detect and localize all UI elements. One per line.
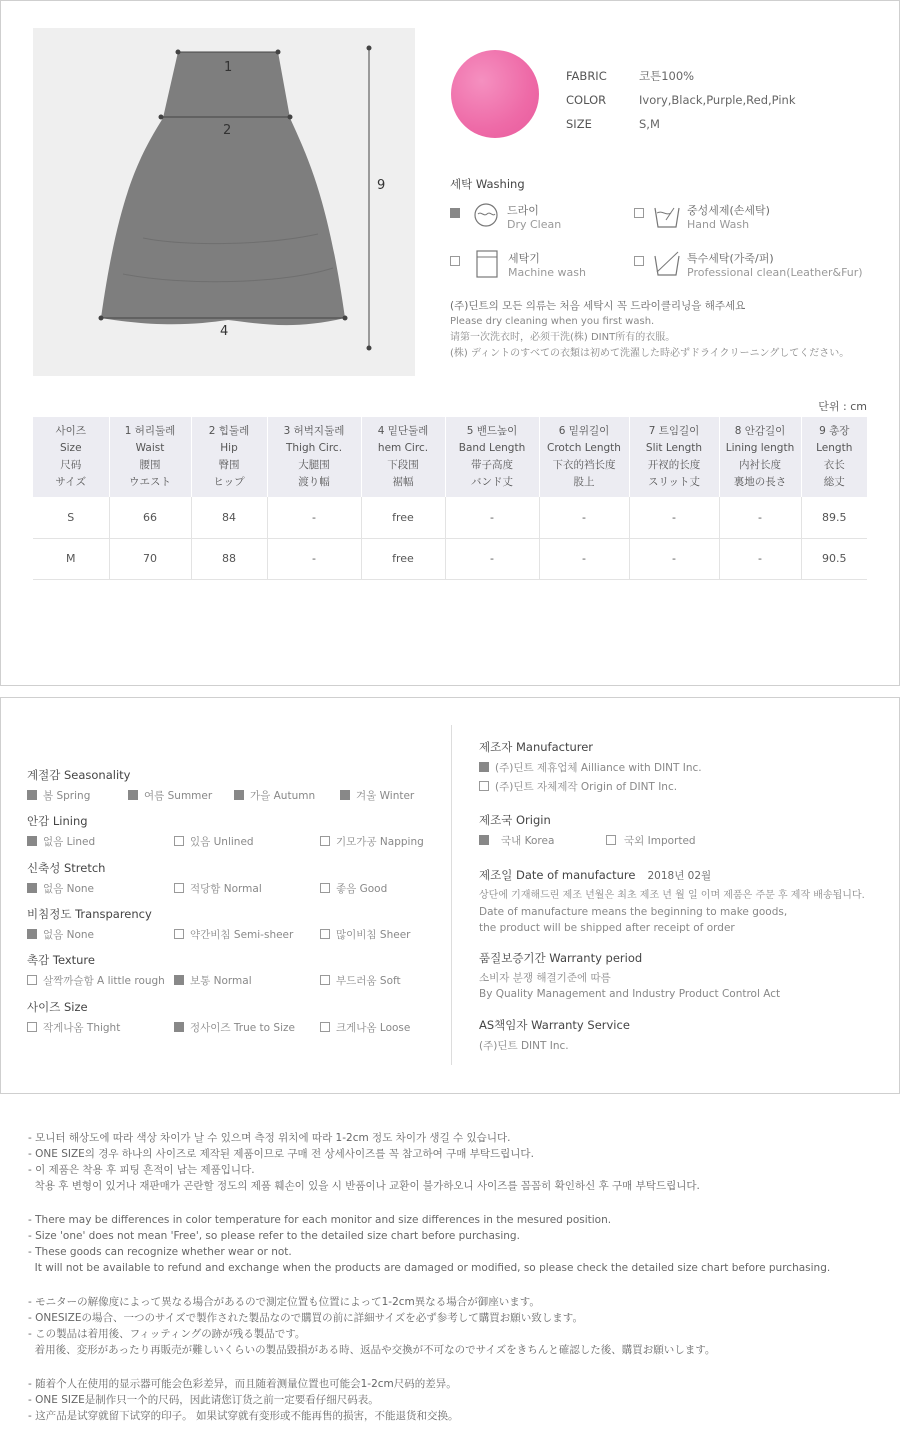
notice-line: - ONE SIZE是制作只一个的尺码，因此请您订货之前一定要看仔细尺码表。	[28, 1394, 379, 1406]
size-table-header-cell	[445, 417, 539, 497]
fabric-swatch	[451, 50, 539, 138]
size-table-header-cell	[109, 417, 191, 497]
option-checkbox[interactable]	[174, 836, 184, 846]
notice-line: - 모니터 해상도에 따라 색상 차이가 날 수 있으며 측정 위치에 따라 1-2cm 정도 차이가 생길 수 있습니다.	[28, 1132, 511, 1144]
hand-wash-en: Hand Wash	[687, 218, 750, 231]
table-cell: -	[445, 497, 539, 538]
table-cell: free	[361, 497, 445, 538]
origin-dint-checkbox[interactable]	[479, 781, 489, 791]
skirt-diagram	[33, 28, 415, 376]
machine-wash-checkbox[interactable]	[450, 256, 460, 266]
option-checkbox[interactable]	[320, 836, 330, 846]
attribute-option	[27, 1020, 120, 1035]
header-line: 3 허벅지둘레	[283, 425, 345, 437]
size-table	[33, 417, 867, 580]
notice-section	[28, 1130, 830, 1424]
size-table-header-cell	[33, 417, 109, 497]
attribute-option	[174, 834, 254, 849]
date-note-en2: the product will be shipped after receipt of order	[479, 922, 735, 934]
header-line: バンド丈	[471, 476, 513, 488]
machine-wash-en: Machine wash	[508, 266, 586, 279]
header-line: サイズ	[55, 476, 87, 488]
table-cell: 66	[109, 497, 191, 538]
size-table-header	[33, 417, 867, 497]
attribute-option	[174, 881, 262, 896]
size-table-header-cell	[719, 417, 801, 497]
hand-wash-ko: 중성세제(손세탁)	[687, 204, 770, 217]
attribute-option	[128, 788, 212, 803]
diagram-label-9: 9	[377, 178, 386, 193]
attribute-option	[320, 927, 410, 942]
attribute-title: 촉감 Texture	[27, 953, 95, 967]
size-table-header-cell	[801, 417, 867, 497]
option-label: 작게나옴 Thight	[43, 1022, 121, 1034]
header-line: 9 총장	[819, 425, 850, 437]
header-line: 开衩的长度	[647, 459, 701, 471]
header-line: 裾幅	[392, 476, 414, 488]
notice-line: - 이 제품은 착용 후 피팅 흔적이 남는 제품입니다.	[28, 1164, 255, 1176]
header-line: 臀围	[218, 459, 240, 471]
table-cell: 89.5	[801, 497, 867, 538]
header-line: 尺码	[60, 459, 82, 471]
option-label: 약간비침 Semi-sheer	[190, 929, 294, 941]
imported-checkbox[interactable]	[606, 835, 616, 845]
date-note-ko: 상단에 기재해드린 제조 년월은 최초 제조 년 월 일 이며 제품은 주문 후 제작 배송됩니다.	[479, 890, 865, 901]
professional-clean-en: Professional clean(Leather&Fur)	[687, 266, 863, 279]
alliance-checkbox[interactable]	[479, 762, 489, 772]
size-value: S,M	[639, 117, 660, 131]
date-value: 2018년 02월	[647, 870, 712, 882]
panel-divider	[451, 725, 452, 1065]
size-table-header-cell	[629, 417, 719, 497]
table-cell: -	[539, 497, 629, 538]
professional-clean-ko: 특수세탁(가죽/퍼)	[687, 252, 774, 265]
date-title: 제조일 Date of manufacture	[479, 868, 636, 882]
product-specs	[566, 64, 796, 136]
header-line: 内衬长度	[739, 459, 781, 471]
manufacturer-title: 제조자 Manufacturer	[479, 740, 594, 754]
attribute-option	[27, 834, 95, 849]
header-line: 衣长	[823, 459, 845, 471]
attribute-option	[320, 973, 401, 988]
option-checkbox[interactable]	[320, 929, 330, 939]
attribute-option	[320, 834, 424, 849]
notice-jp	[28, 1294, 830, 1358]
color-value: Ivory,Black,Purple,Red,Pink	[639, 93, 796, 107]
fabric-label: FABRIC	[566, 69, 607, 83]
header-line: Band Length	[458, 442, 526, 454]
header-line: 7 트임길이	[648, 425, 700, 437]
imported-label: 국외 Imported	[624, 835, 696, 847]
table-cell: free	[361, 538, 445, 579]
option-checkbox[interactable]	[27, 790, 37, 800]
option-checkbox[interactable]	[320, 883, 330, 893]
header-line: hem Circ.	[377, 442, 429, 454]
header-line: Hip	[220, 442, 238, 454]
attribute-row	[27, 813, 447, 848]
table-row	[33, 538, 867, 579]
table-cell: -	[267, 497, 361, 538]
header-line: Slit Length	[645, 442, 703, 454]
option-checkbox[interactable]	[128, 790, 138, 800]
table-cell: S	[33, 497, 109, 538]
option-checkbox[interactable]	[174, 929, 184, 939]
option-label: 크게나옴 Loose	[336, 1022, 411, 1034]
attribute-option	[27, 881, 94, 896]
header-line: ヒップ	[213, 476, 245, 488]
table-cell: -	[629, 497, 719, 538]
attribute-option	[27, 973, 165, 988]
dry-clean-ko: 드라이	[507, 204, 539, 217]
option-label: 기모가공 Napping	[336, 836, 424, 848]
option-label: 겨울 Winter	[356, 790, 415, 802]
size-table-header-cell	[267, 417, 361, 497]
origin-dint-label: (주)딘트 자체제작 Origin of DINT Inc.	[495, 781, 678, 793]
washing-title: 세탁 Washing	[450, 177, 525, 191]
attribute-title: 신축성 Stretch	[27, 861, 106, 875]
fabric-value: 코튼100%	[639, 69, 695, 83]
option-label: 많이비침 Sheer	[336, 929, 411, 941]
notice-line: It will not be available to refund and exchange when the products are damaged or modified, so please check the detailed size chart before purchasing.	[28, 1262, 831, 1274]
option-checkbox[interactable]	[174, 1022, 184, 1032]
attribute-option	[340, 788, 414, 803]
header-line: 大腿围	[298, 459, 330, 471]
header-line: 5 밴드높이	[466, 425, 518, 437]
machine-wash-ko: 세탁기	[508, 252, 540, 265]
attribute-option	[27, 788, 90, 803]
option-label: 보통 Normal	[190, 975, 252, 987]
table-cell: -	[539, 538, 629, 579]
washing-note-en: Please dry cleaning when you first wash.	[450, 316, 655, 327]
notice-line: 착용 후 변형이 있거나 재판매가 곤란할 정도의 제품 훼손이 있을 시 반품이나 교환이 불가하오니 사이즈를 꼼꼼히 확인하신 후 구매 부탁드립니다.	[28, 1180, 700, 1192]
option-checkbox[interactable]	[27, 1022, 37, 1032]
notice-line: - There may be differences in color temperature for each monitor and size differences in the mesured position.	[28, 1214, 612, 1226]
attribute-title: 비침정도 Transparency	[27, 907, 152, 921]
attribute-row	[27, 860, 447, 895]
attribute-title: 사이즈 Size	[27, 1000, 88, 1014]
washing-machine-icon	[475, 250, 499, 278]
option-label: 없음 None	[43, 883, 95, 895]
attribute-row	[27, 906, 447, 941]
option-label: 가을 Autumn	[250, 790, 316, 802]
warranty-title: 품질보증기간 Warranty period	[479, 951, 643, 965]
option-label: 없음 Lined	[43, 836, 96, 848]
option-label: 봄 Spring	[43, 790, 91, 802]
notice-line: - ONE SIZE의 경우 하나의 사이즈로 제작된 제품이므로 구매 전 상세사이즈를 꼭 참고하여 구매 부탁드립니다.	[28, 1148, 534, 1160]
attribute-option	[174, 973, 252, 988]
header-line: 带子高度	[471, 459, 513, 471]
as-title: AS책임자 Warranty Service	[479, 1018, 630, 1032]
header-line: スリット丈	[647, 476, 701, 488]
korea-label: 국내 Korea	[501, 835, 555, 847]
header-line: ウエスト	[129, 476, 171, 488]
header-line: 総丈	[823, 476, 845, 488]
option-checkbox[interactable]	[27, 975, 37, 985]
header-line: 腰围	[139, 459, 161, 471]
table-row	[33, 497, 867, 538]
option-label: 여름 Summer	[144, 790, 213, 802]
attribute-option	[320, 881, 387, 896]
color-label: COLOR	[566, 93, 607, 107]
option-checkbox[interactable]	[27, 929, 37, 939]
header-line: 下段围	[387, 459, 419, 471]
option-label: 없음 None	[43, 929, 95, 941]
header-line: Thigh Circ.	[285, 442, 343, 454]
option-label: 있음 Unlined	[190, 836, 254, 848]
origin-title: 제조국 Origin	[479, 813, 551, 827]
alliance-label: (주)딘트 제휴업체 Ailliance with DINT Inc.	[495, 762, 702, 774]
notice-line: - 随着个人在使用的显示器可能会色彩差异，而且随着测量位置也可能会1-2cm尺码的差异。	[28, 1378, 457, 1390]
washing-notes	[450, 298, 849, 362]
option-checkbox[interactable]	[174, 975, 184, 985]
header-line: 2 힙둘레	[208, 425, 250, 437]
attribute-title: 안감 Lining	[27, 814, 88, 828]
washing-note-ko: (주)딘트의 모든 의류는 처음 세탁시 꼭 드라이클리닝을 해주세요	[450, 300, 746, 312]
table-cell: -	[629, 538, 719, 579]
table-cell: -	[267, 538, 361, 579]
option-label: 정사이즈 True to Size	[190, 1022, 295, 1034]
diagram-label-2: 2	[223, 123, 232, 138]
attribute-option	[320, 1020, 410, 1035]
header-line: 8 안감길이	[734, 425, 786, 437]
notice-cn	[28, 1376, 830, 1424]
notice-line: - 这产品是试穿就留下试穿的印子。 如果试穿就有变形或不能再售的损害，不能退货和交换。	[28, 1410, 459, 1422]
diagram-label-1: 1	[224, 60, 233, 75]
diagram-label-4: 4	[220, 324, 229, 339]
table-cell: 90.5	[801, 538, 867, 579]
attribute-option	[174, 927, 293, 942]
dry-clean-icon	[473, 202, 499, 228]
option-label: 살짝까슬함 A little rough	[43, 975, 165, 987]
professional-clean-checkbox[interactable]	[634, 256, 644, 266]
hand-wash-checkbox[interactable]	[634, 208, 644, 218]
header-line: Length	[816, 442, 853, 454]
attribute-option	[174, 1020, 295, 1035]
hand-wash-icon	[652, 202, 682, 230]
table-cell: 84	[191, 497, 267, 538]
size-label: SIZE	[566, 117, 592, 131]
option-checkbox[interactable]	[320, 1022, 330, 1032]
option-checkbox[interactable]	[27, 883, 37, 893]
size-table-header-cell	[191, 417, 267, 497]
table-cell: 70	[109, 538, 191, 579]
table-cell: -	[719, 497, 801, 538]
option-checkbox[interactable]	[27, 836, 37, 846]
as-value: (주)딘트 DINT Inc.	[479, 1040, 569, 1052]
warranty-en: By Quality Management and Industry Product Control Act	[479, 988, 781, 1000]
notice-line: - Size 'one' does not mean 'Free', so please refer to the detailed size chart before purchasing.	[28, 1230, 520, 1242]
korea-checkbox[interactable]	[479, 835, 489, 845]
header-line: 股上	[573, 476, 595, 488]
header-line: 사이즈	[55, 425, 86, 437]
option-label: 적당함 Normal	[190, 883, 262, 895]
option-checkbox[interactable]	[320, 975, 330, 985]
notice-en	[28, 1212, 830, 1276]
notice-line: - These goods can recognize whether wear or not.	[28, 1246, 292, 1258]
attribute-row	[27, 767, 447, 802]
dry-clean-en: Dry Clean	[507, 218, 562, 231]
notice-line: - モニターの解像度によって異なる場合があるので測定位置も位置によって1-2cm異なる場合が御座います。	[28, 1296, 540, 1308]
dry-clean-checkbox[interactable]	[450, 208, 460, 218]
table-cell: M	[33, 538, 109, 579]
header-line: Waist	[135, 442, 165, 454]
notice-line: - ONESIZEの場合、一つのサイズで製作された製品なので購買の前に詳細サイズを必ず参考して購買お願い致します。	[28, 1312, 583, 1324]
header-line: 裏地の長さ	[733, 476, 787, 488]
size-table-header-cell	[361, 417, 445, 497]
attribute-title: 계절감 Seasonality	[27, 768, 131, 782]
washing-note-jp: (株) ディントのすべての衣類は初めて洗濯した時必ずドライクリーニングしてください。	[450, 348, 850, 359]
date-note-en1: Date of manufacture means the beginning to make goods,	[479, 906, 788, 918]
header-line: 下衣的裆长度	[552, 459, 616, 471]
notice-ko	[28, 1130, 830, 1194]
option-label: 좋음 Good	[336, 883, 388, 895]
table-cell: -	[445, 538, 539, 579]
size-table-header-cell	[539, 417, 629, 497]
notice-line: 着用後、変形があったり再販売が難しいくらいの製品毀損がある時、返品や交換が不可なのでサイズをきちんと確認した後、購買お願いします。	[28, 1344, 716, 1356]
header-line: Crotch Length	[547, 442, 621, 454]
attribute-option	[234, 788, 315, 803]
header-line: Size	[59, 442, 82, 454]
attribute-row	[27, 999, 447, 1034]
warranty-ko: 소비자 분쟁 해결기준에 따름	[479, 972, 611, 984]
header-line: 渡り幅	[298, 476, 330, 488]
attribute-row	[27, 952, 447, 987]
manufacturer-section	[479, 739, 889, 1053]
notice-line: - この製品は着用後、フィッティングの跡が残る製品です。	[28, 1328, 306, 1340]
table-cell: 88	[191, 538, 267, 579]
header-line: 4 밑단둘레	[377, 425, 429, 437]
header-line: 6 밑위길이	[558, 425, 610, 437]
option-checkbox[interactable]	[340, 790, 350, 800]
option-checkbox[interactable]	[174, 883, 184, 893]
attribute-option	[27, 927, 94, 942]
header-line: 1 허리둘레	[124, 425, 176, 437]
header-line: Lining length	[725, 442, 795, 454]
option-label: 부드러움 Soft	[336, 975, 401, 987]
unit-label: 단위 : cm	[818, 400, 867, 413]
professional-clean-icon	[652, 250, 682, 278]
option-checkbox[interactable]	[234, 790, 244, 800]
table-cell: -	[719, 538, 801, 579]
washing-note-cn: 请第一次洗衣时，必须干洗(株) DINT所有的衣服。	[450, 332, 676, 343]
